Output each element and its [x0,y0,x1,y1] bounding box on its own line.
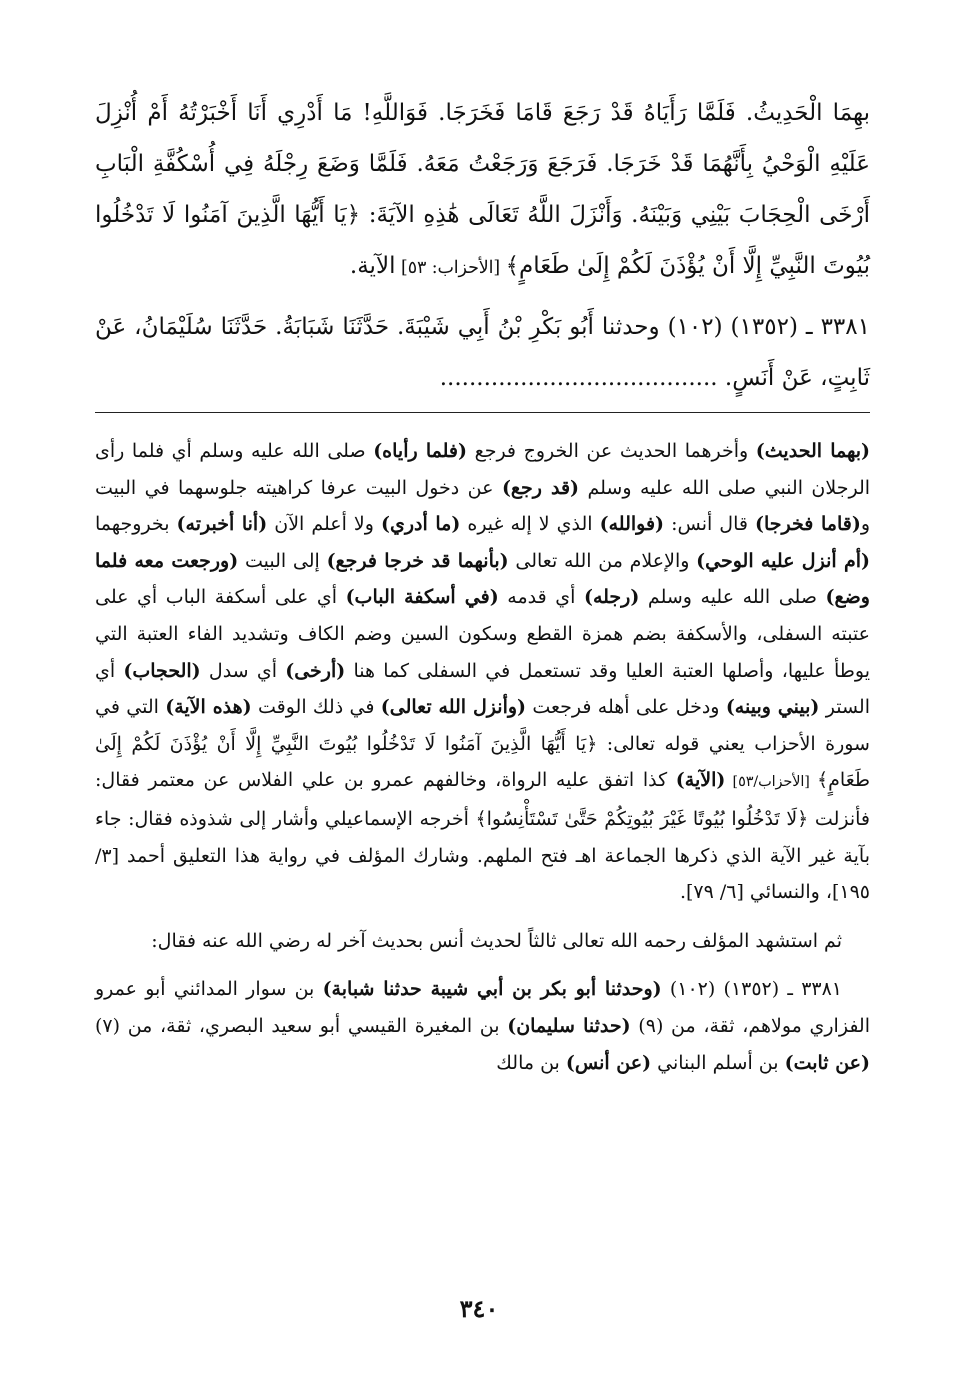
commentary-span: ولا أعلم الآن [267,513,381,536]
commentary-span: قال أنس: [664,513,756,536]
quoted-term: (عن ثابت) [784,1051,870,1074]
quoted-term: (فلما رأياه) [373,440,467,462]
quoted-term: (أرخى) [285,659,346,682]
hadith-isnad [95,302,870,404]
quoted-term: (هذه الآية) [165,696,252,719]
commentary-span: بن مالك [496,1051,566,1074]
commentary-span: كذا اتفق عليه الرواة، وخالفهم عمرو بن علي الفلاس عن معتمر فقال: فأنزلت [95,769,870,830]
hadith-number: ٣٣٨١ ـ (١٣٥٢) (١٠٢) [661,978,843,1001]
commentary [95,433,870,1081]
quoted-term: (الآية) [675,769,726,792]
quoted-term: (أنا أخبرته) [176,513,268,536]
quoted-term: (حدثنا سليمان) [507,1014,631,1037]
quoted-term: (عن أنس) [565,1051,652,1074]
quran-verse: ﴿لَا تَدْخُلُوا بُيُوتًا غَيْرَ بُيُوتِكُمْ حَتَّىٰ تَسْتَأْنِسُوا﴾ [475,807,809,830]
quran-verse: ﴿يَا أَيُّهَا الَّذِينَ آمَنُوا لَا تَدْخُلُوا بُيُوتَ النَّبِيِّ إِلَّا أَنْ يُؤْذَنَ لَكُمْ إِلَىٰ طَعَامٍ﴾ [95,202,870,279]
page-text-area [95,88,870,404]
commentary-span: بخروجهما [95,513,177,536]
footnote-divider [95,412,870,413]
main-text-span: بهِمَا الْحَدِيثُ. فَلَمَّا رَأَيَاهُ قَدْ رَجَعَ قَامَا فَخَرَجَا. فَوَاللَّهِ! مَا أَدْرِي أَنَا أَخْبَرْتُهُ أَمْ أُنْزِلَ عَلَيْهِ الْوَحْيُ بِأَنَّهُمَا قَدْ خَرَجَا. فَرَجَعَ وَرَجَعْتُ مَعَهُ. فَلَمَّا وَضَعَ رِجْلَهُ فِي أُسْكُفَّةِ الْبَابِ أَرْخَى الْحِجَابَ بَيْنِي وَبَيْنَهُ. وَأَنْزَلَ اللَّهُ تَعَالَى هَٰذِهِ الآيَةَ: [95,100,870,228]
commentary-span: عن دخول البيت عرفا كراهيته جلوسهما في البيت و [95,476,871,536]
quoted-term: (بأنهما قد خرجا فرجع) [326,549,509,572]
verse-reference: [الأحزاب/٥٣] [725,774,818,791]
quoted-term: (قد رجع) [501,476,580,499]
commentary-span: التي في سورة الأحزاب يعني قوله تعالى: [95,696,870,755]
main-text-span: الآية. [349,253,396,279]
commentary-span: في ذلك الوقت [251,696,381,719]
quran-verse: ﴿يَا أَيُّهَا الَّذِينَ آمَنُوا لَا تَدْخُلُوا بُيُوتَ النَّبِيِّ إِلَّا أَنْ يُؤْذَنَ لَكُمْ إِلَىٰ طَعَامٍ﴾ [95,732,870,792]
commentary-isnad [95,971,870,1081]
quoted-term: (ما أدري) [380,513,461,536]
quoted-term: (أم أنزل عليه الوحي) [696,549,870,572]
quoted-term: (ورجعت معه فلما وضع) [95,549,870,609]
main-text [95,88,870,404]
commentary-span: ودخل على أهله فرجعت [526,696,726,719]
verse-reference: [الأحزاب: ٥٣] [395,258,506,278]
commentary-span: وأخرهما الحديث عن الخروج فرجع [466,440,756,462]
commentary-transition: ثم استشهد المؤلف رحمه الله تعالى ثالثاً لحديث أنس بحديث آخر له رضي الله عنه فقال: [151,929,842,952]
commentary-span: أي الستر [95,659,870,719]
commentary-span: صلى الله عليه وسلم [639,586,826,609]
quoted-term: (قاما فخرجا) [755,513,861,536]
commentary-span: أي على أسكفة الباب أي على عتبته السفلى، والأسكفة بضم همزة القطع وسكون السين وضم الكاف وتشديد الفاء العتبة التي يوطأ عليها، وأصلها العتبة العليا وقد تستعمل في السفلى كما هنا [95,586,871,682]
quoted-term: (بيني وبينه) [725,696,820,719]
commentary-span: صلى الله عليه وسلم أي فلما رأى الرجلان النبي صلى الله عليه وسلم [95,440,871,499]
commentary-span: بن أسلم البناني [651,1051,785,1074]
main-text-paragraph [95,88,870,294]
commentary-span: إلى البيت [238,549,327,572]
hadith-text: ٣٣٨١ ـ (١٣٥٢) (١٠٢) وحدثنا أَبُو بَكْرِ بْنُ أَبِي شَيْبَةَ. حَدَّثَنَا شَبَابَةُ. حَدَّثَنَا سُلَيْمَانُ، عَنْ ثَابِتٍ، عَنْ أَنَسٍ. [95,314,870,391]
commentary-span: بن المغيرة القيسي أبو سعيد البصري، ثقة، من (٧) [95,1014,508,1037]
page-number: ٣٤٠ [459,1294,499,1323]
commentary-paragraph [95,433,870,911]
ellipsis-dots: ...................................... [439,365,718,391]
commentary-span: أي قدمه [498,586,584,609]
quoted-term: (في أسكفة الباب) [345,586,499,609]
quoted-term: (فوالله) [599,513,665,536]
commentary-span: أخرجه الإسماعيلي وأشار إلى شذوذه فقال: جاء بآية غير الآية الذي ذكرها الجماعة اهـ فتح الملهم. وشارك المؤلف في رواية هذا التعليق أحمد [٣/ ١٩٥]، والنسائي [٦/ ٧٩]. [95,807,870,904]
commentary-span: بن سوار المدائني أبو عمرو الفزاري مولاهم، ثقة، من (٩) [95,978,870,1037]
quoted-term: (الحجاب) [123,659,201,682]
commentary-span: الذي لا إله غيره [460,513,600,536]
commentary-span: أي سدل [200,659,286,682]
quoted-term: (وحدثنا أبو بكر بن أبي شيبة حدثنا شبابة) [322,978,662,1001]
commentary-span: والإعلام من الله تعالى [508,549,697,572]
quoted-term: (بهما الحديث) [755,440,871,462]
quoted-term: (رجله) [583,586,640,609]
quoted-term: (وأنزل الله تعالى) [380,696,527,719]
